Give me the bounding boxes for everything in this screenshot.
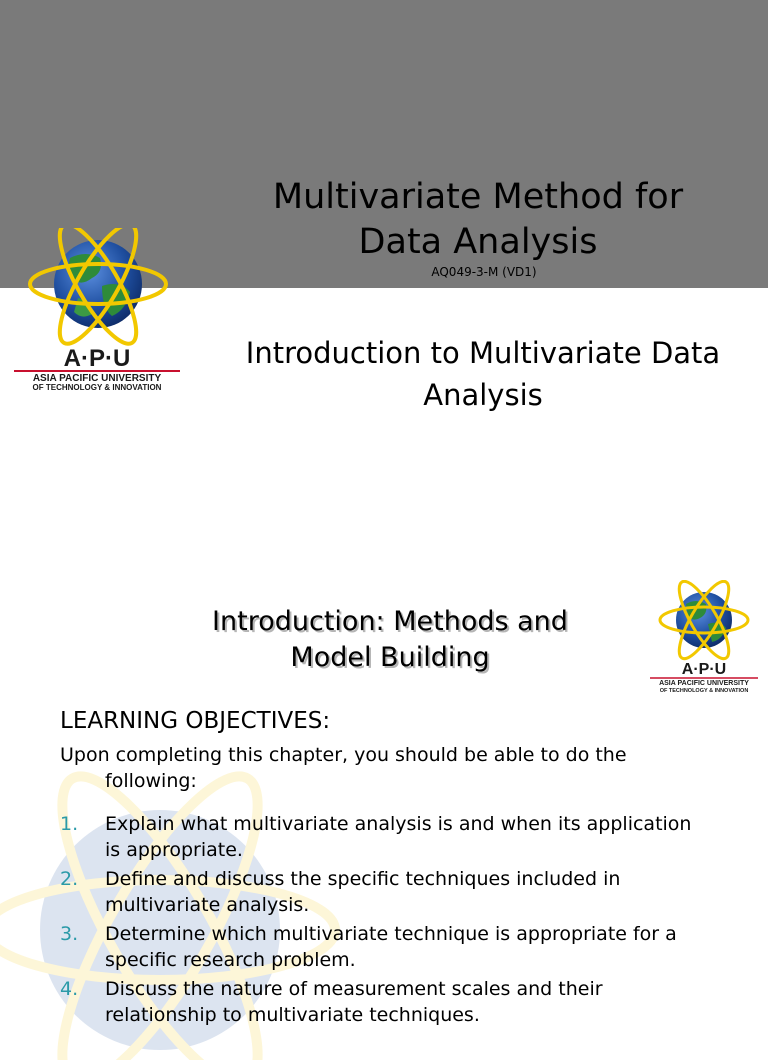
list-number: 2.: [60, 868, 79, 890]
list-number: 3.: [60, 923, 79, 945]
objectives-intro: [60, 742, 680, 794]
list-text: Determine which multivariate technique is appropriate for a specific research problem.: [105, 923, 677, 971]
logo-letters: A·P·U: [681, 661, 727, 678]
list-number: 1.: [60, 813, 79, 835]
list-text: Explain what multivariate analysis is and when its application is appropriate.: [105, 813, 692, 861]
atom-globe-icon: [660, 580, 748, 665]
slide-subtitle: Introduction to Multivariate Data Analysis: [245, 336, 721, 412]
atom-globe-icon: [30, 228, 166, 353]
logo-line2: OF TECHNOLOGY & INNOVATION: [32, 383, 162, 392]
list-item: [60, 921, 700, 973]
apu-logo-small: [644, 580, 762, 698]
logo-line2: OF TECHNOLOGY & INNOVATION: [659, 688, 749, 694]
slide-title-2: Introduction: Methods and Model Building: [212, 606, 568, 673]
slide-title: Multivariate Method for Data Analysis: [272, 177, 684, 262]
apu-logo: [8, 228, 186, 396]
course-code: AQ049-3-M (VD1): [431, 265, 537, 279]
logo-letters: A·P·U: [63, 345, 131, 372]
intro-line-2: following:: [105, 770, 197, 792]
list-text: Discuss the nature of measurement scales and their relationship to multivariate techniques.: [105, 978, 603, 1026]
learning-objectives-heading: LEARNING OBJECTIVES:: [60, 708, 331, 734]
list-item: [60, 866, 700, 918]
list-text: Define and discuss the specific techniques included in multivariate analysis.: [105, 868, 621, 916]
logo-line1: ASIA PACIFIC UNIVERSITY: [659, 680, 749, 687]
objectives-list: [60, 811, 700, 1031]
list-item: [60, 976, 700, 1028]
intro-line-1: Upon completing this chapter, you should be able to do the: [60, 744, 627, 766]
list-number: 4.: [60, 978, 79, 1000]
logo-line1: ASIA PACIFIC UNIVERSITY: [32, 373, 162, 384]
list-item: [60, 811, 700, 863]
